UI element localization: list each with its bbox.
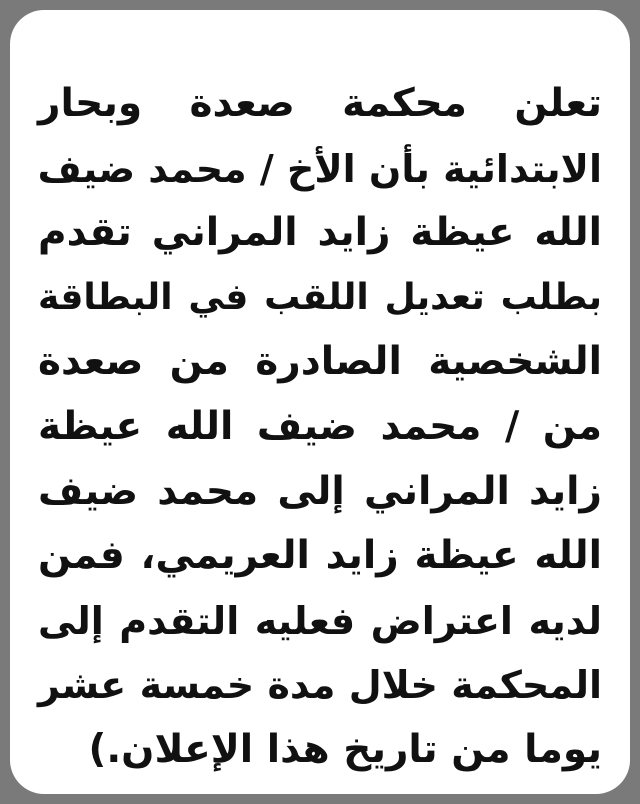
notice-line-2: الابتدائية بأن الأخ / محمد ضيف [37,146,602,191]
notice-line-11: يوما من تاريخ هذا الإعلان.) [88,726,602,772]
notice-line-4: بطلب تعديل اللقب في البطاقة [38,276,602,318]
notice-line-6: من / محمد ضيف الله عيظة [38,403,602,449]
notice-line-9: لديه اعتراض فعليه التقدم إلى [38,598,602,643]
court-notice-text [38,72,602,783]
notice-line-5: الشخصية الصادرة من صعدة [38,339,602,385]
notice-line-10: المحكمة خلال مدة خمسة عشر [38,663,602,708]
notice-line-1: تعلن محكمة صعدة وبحار [38,81,602,126]
notice-line-8: الله عيظة زايد العريمي، فمن [38,533,602,579]
notice-line-3: الله عيظة زايد المراني تقدم [38,210,602,256]
notice-line-7: زايد المراني إلى محمد ضيف [38,468,602,514]
notice-card [10,10,630,794]
